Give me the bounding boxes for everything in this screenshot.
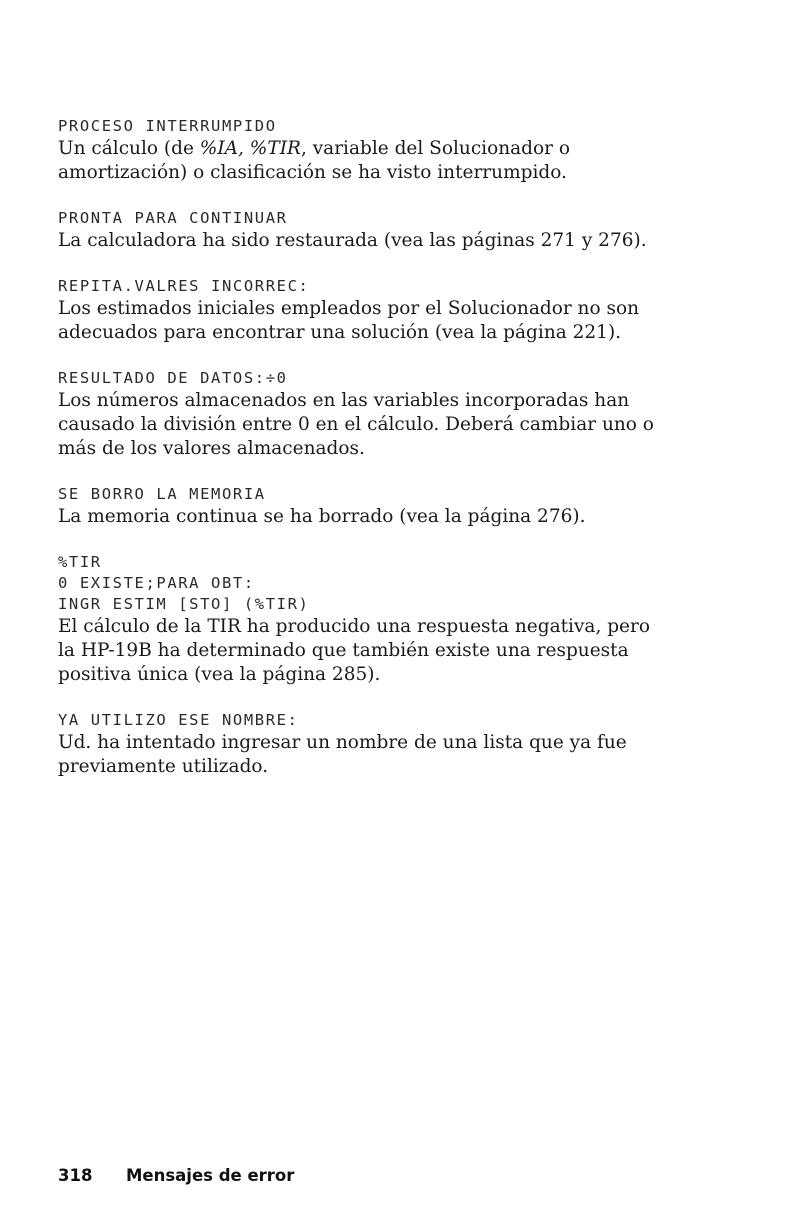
page-number: 318 [58, 1166, 93, 1185]
error-message-code-line: INGR ESTIM [STO] (%TIR) [58, 595, 310, 613]
error-description [58, 137, 668, 185]
error-entry-ya-utilizo-ese-nombre [58, 710, 668, 779]
error-description: Los números almacenados en las variables incorporadas han causado la división entre 0 en el cálculo. Deberá cambiar uno o más de los valores almacenados. [58, 390, 654, 459]
page-content [58, 116, 668, 779]
error-message-code-line: %TIR [58, 553, 102, 571]
error-description: El cálculo de la TIR ha producido una respuesta negativa, pero la HP-19B ha determinado que también existe una respuesta positiva única (vea la página 285). [58, 616, 650, 685]
description-italic-terms: %IA, %TIR [199, 138, 301, 159]
error-message-code: YA UTILIZO ESE NOMBRE: [58, 711, 299, 729]
error-entry-tir [58, 552, 668, 687]
error-message-code: SE BORRO LA MEMORIA [58, 485, 266, 503]
error-message-code-line: 0 EXISTE;PARA OBT: [58, 574, 255, 592]
error-entry-se-borro-la-memoria [58, 484, 668, 529]
page-footer [58, 1166, 294, 1185]
description-text: Un cálculo (de [58, 138, 200, 159]
error-description: La calculadora ha sido restaurada (vea las páginas 271 y 276). [58, 230, 647, 251]
section-title: Mensajes de error [126, 1166, 295, 1185]
error-description: Ud. ha intentado ingresar un nombre de una lista que ya fue previamente utilizado. [58, 732, 627, 777]
error-entry-proceso-interrumpido [58, 116, 668, 185]
error-entry-resultado-de-datos [58, 368, 668, 461]
error-entry-pronta-para-continuar [58, 208, 668, 253]
error-message-code: PRONTA PARA CONTINUAR [58, 209, 288, 227]
error-message-code: RESULTADO DE DATOS:÷0 [58, 369, 288, 387]
error-message-code: PROCESO INTERRUMPIDO [58, 117, 277, 135]
error-message-code: REPITA.VALRES INCORREC: [58, 277, 310, 295]
error-entry-repita-valres-incorrec [58, 276, 668, 345]
error-description: Los estimados iniciales empleados por el Solucionador no son adecuados para encontrar una solución (vea la página 221). [58, 298, 640, 343]
description-text: , variable del Solucionador o amortización) o clasificación se ha visto interrumpido. [58, 138, 571, 183]
error-description: La memoria continua se ha borrado (vea la página 276). [58, 506, 586, 527]
